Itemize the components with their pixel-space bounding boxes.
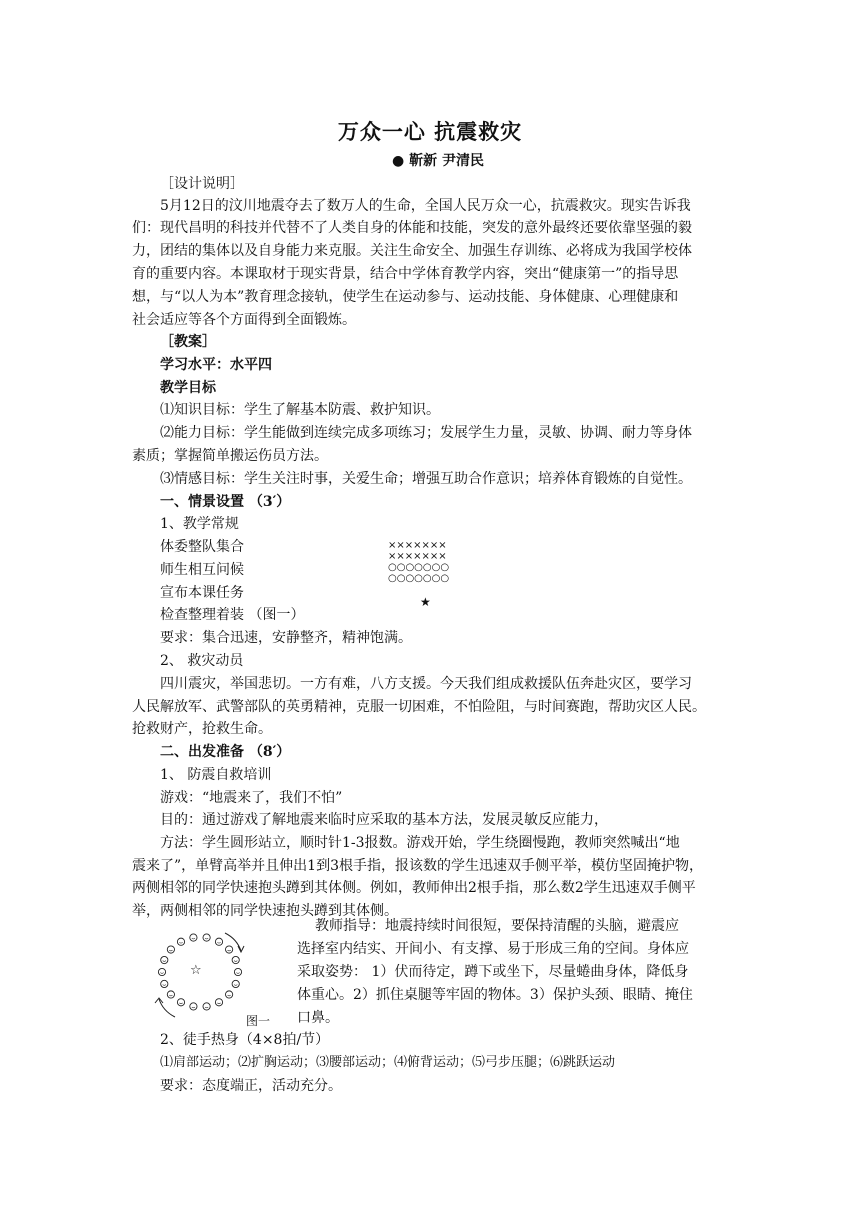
goal-ability: ⑵能力目标：学生能做到连续完成多项练习；发展学生力量，灵敏、协调、耐力等身体 — [160, 425, 692, 441]
learning-level: 学习水平：水平四 — [160, 357, 272, 373]
section2-sub1: 1、 防震自救培训 — [160, 767, 272, 783]
formation-row: ○○○○○○○ — [388, 562, 450, 573]
guide-line: 教师指导：地震持续时间很短，要保持清醒的头脑，避震应 — [315, 918, 679, 934]
student-face-icon — [161, 980, 168, 987]
student-face-icon — [161, 956, 168, 963]
teacher-center-star-icon: ☆ — [190, 963, 202, 978]
guide-line: 体重心。2）抓住桌腿等牢固的物体。3）保护头颈、眼睛、掩住 — [297, 987, 693, 1003]
routine-item: 体委整队集合 — [160, 539, 244, 555]
student-face-icon — [232, 956, 239, 963]
goal-ability-cont: 素质；掌握简单搬运伤员方法。 — [132, 448, 328, 464]
student-face-icon — [190, 934, 197, 941]
student-face-icon — [226, 991, 233, 998]
guide-line: 采取姿势： 1）伏而待定，蹲下或坐下，尽量蜷曲身体，降低身 — [297, 964, 689, 980]
exercise-list: ⑴肩部运动；⑵扩胸运动；⑶腰部运动；⑷俯背运动；⑸弓步压腿；⑹跳跃运动 — [160, 1055, 616, 1070]
method-line: 举，两侧相邻的同学快速抱头蹲到其体侧。 — [132, 903, 398, 919]
guide-line: 选择室内结实、开间小、有支撑、易于形成三角的空间。身体应 — [297, 941, 689, 957]
design-line: 们：现代昌明的科技并代替不了人类自身的体能和技能，突发的意外最终还要依靠坚强的毅 — [132, 220, 692, 236]
student-face-icon — [167, 946, 174, 953]
goals-heading: 教学目标 — [160, 380, 216, 396]
student-face-icon — [226, 946, 233, 953]
routine-item: 检查整理着装 （图一） — [160, 607, 305, 623]
routine-item: 宣布本课任务 — [160, 585, 244, 601]
goal-knowledge: ⑴知识目标：学生了解基本防震、救护知识。 — [160, 402, 440, 418]
student-face-icon — [234, 968, 241, 975]
section2-sub2: 2、徒手热身（4×8拍/节） — [160, 1032, 330, 1048]
page-title: 万众一心 抗震救灾 — [337, 120, 523, 144]
design-heading: ［设计说明］ — [160, 176, 244, 192]
teacher-star-icon: ★ — [420, 595, 431, 609]
method-line: 方法：学生圆形站立，顺时针1-3报数。游戏开始，学生绕圈慢跑，教师突然喊出“地 — [160, 835, 680, 851]
guide-line: 口鼻。 — [297, 1010, 339, 1026]
routine-item: 师生相互问候 — [160, 562, 244, 578]
plan-heading: ［教案］ — [160, 334, 216, 350]
student-face-icon — [158, 968, 165, 975]
game-name: 游戏：“地震来了，我们不怕” — [160, 790, 343, 806]
formation-row: ××××××× — [388, 540, 447, 551]
game-purpose: 目的：通过游戏了解地震来临时应采取的基本方法，发展灵敏反应能力， — [160, 812, 608, 828]
figure-label: 图一 — [246, 1014, 271, 1028]
section2-heading: 二、出发准备 （8′） — [160, 744, 291, 760]
mobilize-line: 四川震灾，举国悲切。一方有难，八方支援。今天我们组成救援队伍奔赴灾区，要学习 — [160, 676, 692, 692]
mobilize-line: 抢救财产，抢救生命。 — [132, 721, 272, 737]
method-line: 两侧相邻的同学快速抱头蹲到其体侧。例如，教师伸出2根手指，那么数2学生迅速双手侧平 — [132, 880, 696, 896]
formation-row: ○○○○○○○ — [388, 573, 450, 584]
design-line: 力，团结的集体以及自身能力来克服。关注生命安全、加强生存训练、必将成为我国学校体 — [132, 243, 692, 259]
section1-sub2: 2、 救灾动员 — [160, 653, 244, 669]
formation-row: ××××××× — [388, 551, 447, 562]
section1-heading: 一、情景设置 （3′） — [160, 494, 291, 510]
student-face-icon — [215, 999, 222, 1006]
student-face-icon — [203, 934, 210, 941]
student-face-icon — [190, 1003, 197, 1010]
student-face-icon — [203, 1003, 210, 1010]
student-face-icon — [215, 938, 222, 945]
design-line: 5月12日的汶川地震夺去了数万人的生命，全国人民万众一心，抗震救灾。现实告诉我 — [160, 198, 691, 214]
design-line: 想，与“以人为本”教育理念接轨，使学生在运动参与、运动技能、身体健康、心理健康和 — [132, 289, 679, 305]
student-face-icon — [167, 991, 174, 998]
section1-requirement: 要求：集合迅速，安静整齐，精神饱满。 — [160, 630, 412, 646]
method-line: 震来了”，单臂高举并且伸出1到3根手指，报该数的学生迅速双手侧平举，模仿坚固掩护物， — [132, 858, 703, 874]
mobilize-line: 人民解放军、武警部队的英勇精神，克服一切困难，不怕险阻，与时间赛跑，帮助灾区人民。 — [132, 699, 706, 715]
section1-sub1: 1、教学常规 — [160, 516, 239, 532]
design-line: 社会适应等各个方面得到全面锻炼。 — [132, 312, 356, 328]
design-line: 育的重要内容。本课取材于现实背景，结合中学体育教学内容，突出“健康第一”的指导思 — [132, 266, 679, 282]
section2-requirement: 要求：态度端正，活动充分。 — [160, 1078, 342, 1094]
goal-emotion: ⑶情感目标：学生关注时事，关爱生命；增强互助合作意识；培养体育锻炼的自觉性。 — [160, 471, 692, 487]
student-face-icon — [232, 980, 239, 987]
student-face-icon — [177, 938, 184, 945]
author-line: ● 靳新 尹清民 — [392, 153, 484, 169]
student-face-icon — [177, 999, 184, 1006]
